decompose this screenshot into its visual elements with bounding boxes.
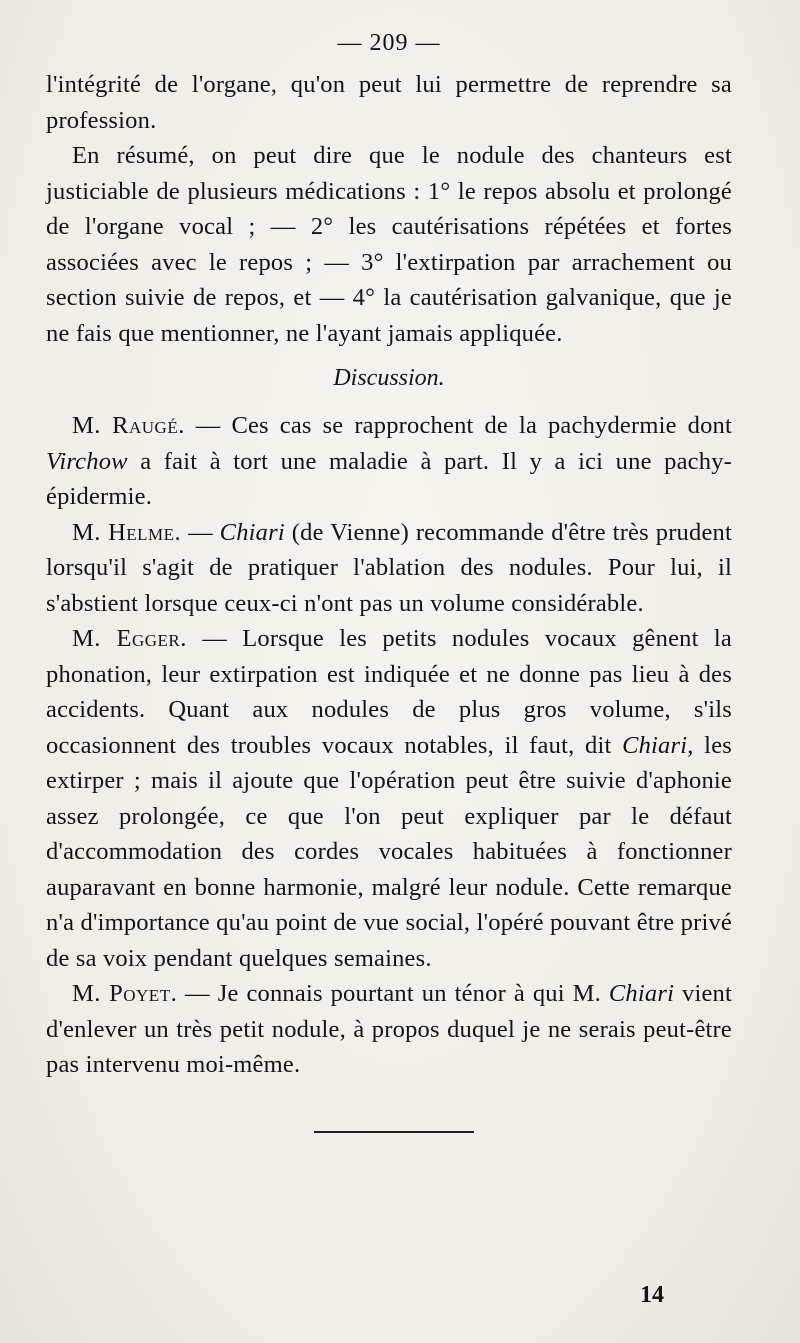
page-number: — 209 —: [337, 30, 441, 56]
cited-author: Virchow: [46, 447, 128, 475]
discussion-text: — Lorsque les petits nodules vocaux gênent la phonation, leur extirpation est indiquée et ne donne pas lieu à des accidents. Quant aux nodules de plus gros volume, s'ils occasionnent des troubles vocaux notables, il faut, dit: [46, 625, 732, 759]
speaker-name: M. Helme.: [72, 518, 182, 546]
signature-mark: 14: [640, 1282, 664, 1308]
discussion-text: (de Vienne) recommande d'être très prudent lorsqu'il s'agit de pratiquer l'ablation des nodules. Pour lui, il s'abstient lorsque ceux-ci n'ont pas un volume considérable.: [46, 518, 732, 617]
speaker-name: M. Egger.: [72, 625, 187, 652]
speaker-name: M. Raugé.: [72, 412, 185, 439]
discussion-rauge: [46, 408, 732, 515]
discussion-text: — Je connais pourtant un ténor à qui M.: [177, 980, 609, 1007]
cited-author: Chiari: [622, 731, 688, 759]
speaker-name: M. Poyet.: [72, 980, 178, 1007]
discussion-helme: [46, 515, 732, 622]
paragraph-continuation: l'intégrité de l'organe, qu'on peut lui permettre de reprendre sa profession.: [46, 71, 732, 134]
discussion-text: —: [181, 518, 220, 546]
discussion-egger: [46, 621, 732, 976]
paragraph-summary: En résumé, on peut dire que le nodule des chanteurs est justiciable de plusieurs médications : 1° le repos absolu et prolongé de l'organe vocal ; — 2° les cautérisations répétées et fortes associées avec le repos ; — 3° l'extirpation par arrachement ou section suivie de repos, et — 4° la cautérisation galvanique, que je ne fais que mentionner, ne l'ayant jamais appliquée.: [46, 142, 732, 347]
discussion-text: , les extirper ; mais il ajoute que l'opération peut être suivie d'aphonie assez prolongée, ce que l'on peut expliquer par le défaut d'accommodation des cordes vocales habituées à fonctionner auparavant en bonne harmonie, malgré leur nodule. Cette remarque n'a d'importance qu'au point de vue social, l'opéré pouvant être privé de sa voix pendant quelques semaines.: [46, 731, 733, 972]
discussion-text: vient d'enlever un très petit nodule, à propos duquel je ne serais peut-être pas intervenu moi-même.: [46, 980, 732, 1078]
cited-author: Chiari: [608, 980, 675, 1007]
discussion-poyet: [46, 976, 732, 1083]
discussion-text: a fait à tort une maladie à part. Il y a ici une pachy-épidermie.: [46, 447, 732, 510]
discussion-text: — Ces cas se rapprochent de la pachydermie dont: [184, 412, 733, 439]
cited-author: Chiari: [219, 518, 285, 546]
section-heading: Discussion.: [333, 365, 445, 391]
section-end-rule: [314, 1131, 474, 1133]
